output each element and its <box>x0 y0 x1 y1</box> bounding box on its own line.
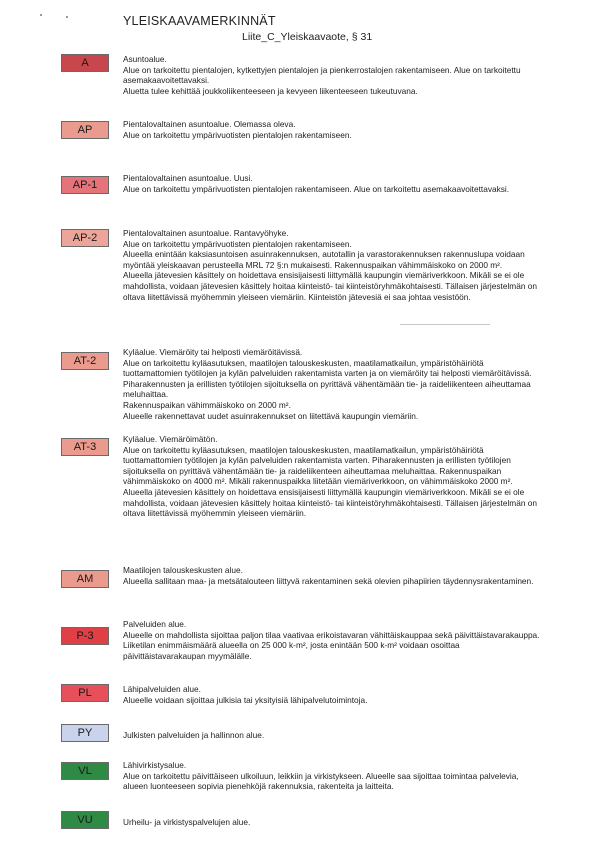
scan-speck <box>66 16 68 18</box>
legend-line: Alue on tarkoitettu ympärivuotisten pientalojen rakentamiseen. Alue on tarkoitettu asemakaavoitettavaksi. <box>123 183 510 194</box>
legend-swatch-a: A <box>61 54 109 72</box>
legend-line: Kyläalue. Viemäröimätön. <box>123 434 218 444</box>
legend-line: Alue on tarkoitettu kyläasutuksen, maatilojen talouskeskusten, maatilamatkailun, ympäristöhäiriötä tuottamattomien työtilojen ja kylän palveluiden rakentamista varten ja on viemäröity tai helposti viemäröitävissä. Piharakennusten ja erillisten työtilojen sijoituksella on pyrittävä vähentämään tie- ja raideliikenteen aiheuttamaa meluhaittaa. <box>123 357 532 400</box>
legend-line: Alue on tarkoitettu kyläasutuksen, maatilojen talouskeskusten, maatilamatkailun, ympäristöhäiriötä tuottamattomien työtilojen ja kylän palveluiden rakentamista varten. Piharakennusten ja erillisten työtilojen sijoituksella on pyrittävä vähentämään tie- ja raideliikenteen aiheuttamaa meluhaittaa. Rakennuspaikan vähimmäiskoko on 4000 m². Mikäli rakennuspaikka liitetään viemäriverkkoon, on vähimmäiskoko 2000 m². <box>123 444 513 487</box>
legend-swatch-py: PY <box>61 724 109 742</box>
legend-text-vl <box>123 760 543 792</box>
legend-line: Asuntoalue. <box>123 54 167 64</box>
legend-line: Kyläalue. Viemäröity tai helposti viemäröitävissä. <box>123 347 303 357</box>
legend-text-am <box>123 565 543 586</box>
legend-swatch-am: AM <box>61 570 109 588</box>
legend-swatch-at-2: AT-2 <box>61 352 109 370</box>
legend-text-at-2 <box>123 347 543 421</box>
legend-text-ap-2 <box>123 228 543 302</box>
legend-line: Alueella sallitaan maa- ja metsätalouteen liittyvä rakentaminen sekä olevien pihapiirien täydennysrakentaminen. <box>123 575 534 586</box>
scan-speck <box>400 324 490 325</box>
legend-line: Alueella jätevesien käsittely on hoidettava ensisijaisesti liittymällä kaupungin viemäriverkkoon. Mikäli se ei ole mahdollista, voidaan jätevesien käsittely hoitaa kiinteistö- tai kiinteistöryhmäkohtaisesti. Tällaisen järjestelmän on oltava liitettävissä myöhemmin yleiseen viemäriin. <box>123 486 537 519</box>
legend-text-ap-1 <box>123 173 543 194</box>
legend-text-p-3 <box>123 619 543 661</box>
legend-line: Lähivirkistysalue. <box>123 760 187 770</box>
legend-line: Alueella enintään kaksiasuntoisen asuinrakennuksen, autotallin ja varastorakennuksen rakennuslupa voidaan myöntää yleiskaavan perusteella MRL 72 §:n mukaisesti. Rakennuspaikan vähimmäiskoko on 2000 m². <box>123 249 525 270</box>
legend-line: Aluetta tulee kehittää joukkoliikenteeseen ja kevyeen liikenteeseen tukeutuvana. <box>123 85 418 96</box>
legend-text-ap <box>123 119 543 140</box>
document-title: YLEISKAAVAMERKINNÄT <box>123 14 276 28</box>
legend-line: Julkisten palveluiden ja hallinnon alue. <box>123 730 265 740</box>
legend-line: Lähipalveluiden alue. <box>123 684 201 694</box>
legend-line: Pientalovaltainen asuntoalue. Uusi. <box>123 173 253 183</box>
legend-swatch-vl: VL <box>61 762 109 780</box>
legend-swatch-vu: VU <box>61 811 109 829</box>
legend-line: Alue on tarkoitettu ympärivuotisten pientalojen rakentamiseen. <box>123 238 352 249</box>
legend-swatch-ap-1: AP-1 <box>61 176 109 194</box>
legend-text-vu <box>123 817 543 828</box>
legend-line: Alueelle on mahdollista sijoittaa paljon tilaa vaativaa erikoistavaran vähittäiskauppaa sekä päivittäistavarakauppa. Liiketilan enimmäismäärä alueella on 25 000 k-m², josta enintään 500 k-m² voidaan osoittaa päivittäistavarakaupan myymälälle. <box>123 629 540 661</box>
legend-text-pl <box>123 684 543 705</box>
scan-speck <box>40 14 42 16</box>
legend-swatch-pl: PL <box>61 684 109 702</box>
legend-line: Pientalovaltainen asuntoalue. Olemassa oleva. <box>123 119 296 129</box>
legend-line: Alue on tarkoitettu pientalojen, kytkettyjen pientalojen ja pienkerrostalojen rakentamiseen. Alue on tarkoitettu asemakaavoitettavaksi. <box>123 64 521 86</box>
legend-swatch-at-3: AT-3 <box>61 438 109 456</box>
legend-line: Maatilojen talouskeskusten alue. <box>123 565 243 575</box>
legend-line: Alue on tarkoitettu ympärivuotisten pientalojen rakentamiseen. <box>123 129 352 140</box>
legend-text-a <box>123 54 543 96</box>
legend-line: Pientalovaltainen asuntoalue. Rantavyöhyke. <box>123 228 289 238</box>
legend-line: Alue on tarkoitettu päivittäiseen ulkoiluun, leikkiin ja virkistykseen. Alueelle saa sijoittaa toimintaa palvelevia, alueen luonteeseen sopivia pienehköjä rakennuksia, rakenteita ja laitteita. <box>123 770 519 792</box>
legend-line: Urheilu- ja virkistyspalvelujen alue. <box>123 817 251 827</box>
legend-line: Rakennuspaikan vähimmäiskoko on 2000 m². <box>123 399 291 410</box>
legend-text-at-3 <box>123 434 543 519</box>
document-subtitle: Liite_C_Yleiskaavaote, § 31 <box>242 31 373 43</box>
legend-line: Palveluiden alue. <box>123 619 187 629</box>
legend-swatch-p-3: P-3 <box>61 627 109 645</box>
legend-line: Alueella jätevesien käsittely on hoidettava ensisijaisesti liittymällä kaupungin viemäriverkkoon. Mikäli se ei ole mahdollista, voidaan jätevesien käsittely hoitaa kiinteistö- tai kiinteistöryhmäkohtaisesti. Tällaisen järjestelmän on oltava liitettävissä myöhemmin yleiseen viemäriin. Kiinteistön jätevesiä ei saa johtaa vesistöön. <box>123 270 537 302</box>
legend-text-py <box>123 730 543 741</box>
legend-line: Alueelle rakennettavat uudet asuinrakennukset on liitettävä kaupungin viemäriin. <box>123 410 419 421</box>
legend-line: Alueelle voidaan sijoittaa julkisia tai yksityisiä lähipalvelutoimintoja. <box>123 694 368 705</box>
legend-swatch-ap-2: AP-2 <box>61 229 109 247</box>
legend-swatch-ap: AP <box>61 121 109 139</box>
